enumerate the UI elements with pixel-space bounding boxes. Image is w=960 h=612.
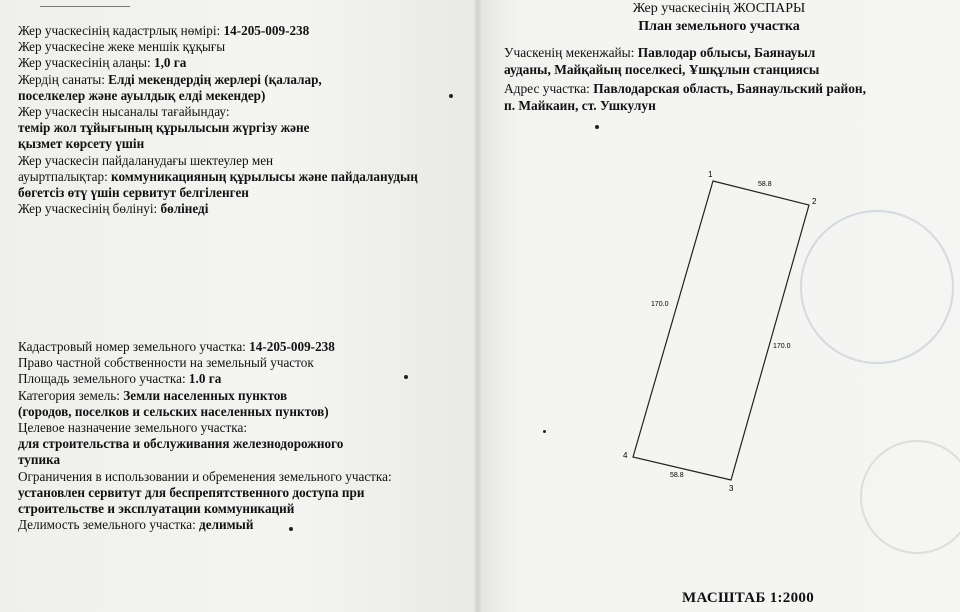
value-text: бөгетсіз өтү үшін сервитут белгіленген [18,185,249,201]
value-text: 14-205-009-238 [249,339,335,354]
label-text: Право частной собственности на земельный участок [18,355,314,371]
value-text: Земли населенных пунктов [123,387,288,403]
plan-title-ru: План земельного участка [638,19,800,34]
plan-title-kz: Жер учаскесінің ЖОСПАРЫ [632,1,806,16]
side-label-top: 58.8 [758,181,772,188]
label-text: Жер учаскесінің алаңы: [18,55,154,71]
scale-label: МАСШТАБ 1:2000 [682,590,815,606]
label-text: Категория земель: [18,387,124,403]
ink-speck [595,125,599,129]
value-text: Павлодар облысы, Баянауыл [637,45,816,60]
value-text: бөлінеді [160,201,209,217]
point-label-1: 1 [708,170,713,179]
value-text: тупика [18,452,61,468]
label-text: Жер учаскесінің кадастрлық нөмірі: [18,23,224,38]
parcel-boundary [633,181,809,480]
ink-speck [289,527,293,531]
point-label-3: 3 [729,484,734,493]
label-text: Целевое назначение земельного участка: [18,420,248,436]
side-label-left: 170.0 [651,301,669,308]
value-text: строительстве и эксплуатации коммуникаций [18,501,295,517]
value-text: Павлодарская область, Баянаульский район, [593,81,866,96]
value-text: 1,0 га [153,55,187,71]
value-text: темір жол тұйығының құрылысын жүргізу және [18,120,310,136]
label-text: Учаскенің мекенжайы: [504,45,638,60]
side-label-right: 170.0 [773,343,791,350]
label-text: Кадастровый номер земельного участка: [18,339,250,354]
value-text: делимый [199,517,254,533]
ink-speck [404,375,408,379]
value-text: установлен сервитут для беспрепятственного доступа при [18,484,365,500]
value-text: 1.0 га [188,371,222,387]
point-label-4: 4 [623,451,628,460]
ink-speck [543,430,546,433]
value-text: (городов, поселков и сельских населенных пунктов) [18,403,329,419]
label-text: Жердің санаты: [18,71,109,87]
label-text: Площадь земельного участка: [18,371,189,387]
label-text: Жер учаскесінің бөлінуі: [18,201,161,217]
value-text: поселкелер және ауылдық елді мекендер) [18,87,266,103]
ink-speck [449,94,453,98]
label-text: ауыртпалықтар: [18,168,112,184]
value-text: ауданы, Майқайың поселкесі, Ұшқұлын станциясы [504,62,820,77]
value-text: коммуникацияның құрылысы және пайдаланудың [111,168,418,184]
label-text: Жер учаскесін нысаналы тағайындау: [18,104,230,120]
value-text: 14-205-009-238 [223,23,310,38]
value-text: Елді мекендердің жерлері (қалалар, [108,71,322,87]
value-text: для строительства и обслуживания железнодорожного [18,436,344,452]
value-text: п. Майкаин, ст. Ушкулун [504,98,656,113]
label-text: Жер учаскесін пайдаланудағы шектеулер мен [18,152,274,168]
side-label-bottom: 58.8 [670,472,684,479]
label-text: Жер учаскесіне жеке меншік құқығы [18,39,226,55]
value-text: қызмет көрсету үшін [18,136,145,152]
label-text: Адрес участка: [504,81,594,96]
point-label-2: 2 [812,197,817,206]
label-text: Ограничения в использовании и обременения земельного участка: [18,468,392,484]
label-text: Делимость земельного участка: [18,517,200,533]
